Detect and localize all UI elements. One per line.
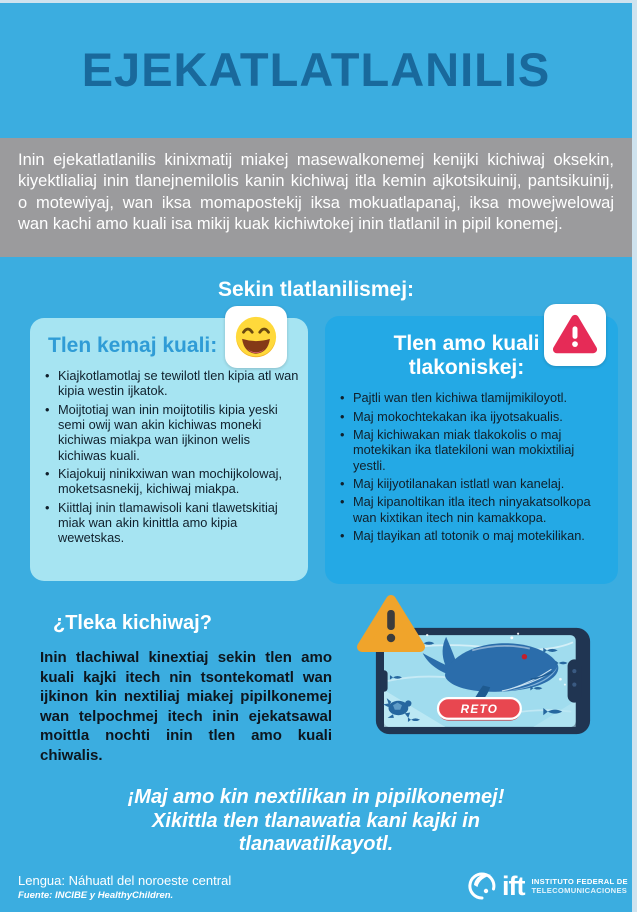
- list-item: • Maj kipanoltikan itla itech ninyakatsolkopa wan kixtikan itech nin kamakkopa.: [337, 494, 610, 525]
- list-item: • Kiittlaj inin tlamawisoli kani tlawetskitiaj miak wan akin kinittla amo kipia wewetskas.: [42, 500, 300, 546]
- list-item: • Maj kiijyotilanakan istlatl wan kanelaj.: [337, 476, 610, 491]
- list-item: • Maj kichiwakan miak tlakokolis o maj motekikan ika tlatekiloni wan mokixtiliaj yestli.: [337, 427, 610, 473]
- ift-logo: [466, 870, 628, 902]
- ift-org-line2: TELECOMUNICACIONES: [531, 886, 628, 895]
- good-box-heading: Tlen kemaj kuali:: [48, 334, 218, 357]
- bad-box-heading: Tlen amo kuali tlakoniskej:: [393, 332, 540, 380]
- questions-heading: Sekin tlatlanilismej:: [217, 278, 415, 301]
- why-heading: ¿Tleka kichiwaj?: [53, 612, 212, 634]
- scan-edge-right: [632, 0, 637, 912]
- reto-button: [438, 698, 521, 721]
- closing-line-1: ¡Maj amo kin nextilikan in pipilkonemej!: [127, 786, 505, 808]
- red-warning-badge: [544, 304, 606, 366]
- list-item: • Pajtli wan tlen kichiwa tlamijmikiloyotl.: [337, 390, 610, 405]
- scan-edge-top: [0, 0, 637, 3]
- laughing-emoji-icon: [233, 314, 279, 360]
- laughing-emoji-badge: [225, 306, 287, 368]
- ift-logo-abbr: ift: [502, 870, 525, 901]
- ift-org-line1: INSTITUTO FEDERAL DE: [531, 876, 628, 886]
- list-item: • Kiajkotlamotlaj se tewilotl tlen kipia atl wan kipia westin ijkatok.: [42, 368, 300, 399]
- intro-text: Inin ejekatlatlanilis kinixmatij miakej masewalkonemej kenijki kichiwaj oksekin, kiyektlialiaj inin tlanejnemilolis kanin kichiwaj itla kemin ajkotsikuinij, pantsikuinij, o motewiyaj, wan iksa momapostekij iksa mokuatlapanaj, iksa mowejwelowaj wan kachi amo kuali isa mikij kuak kichiwtokej inin tlatlanil in pipil konemej.: [18, 151, 614, 234]
- footer-info: [18, 873, 231, 901]
- footer-language: Lengua: Náhuatl del noroeste central: [18, 873, 232, 888]
- why-body: Inin tlachiwal kinextiaj sekin tlen amo kuali kajki itech nin tsontekomatl wan ijkinon kin nextiliaj miakej pipilkonemej wan telpochmej itech inin ejekatsawal moittla nochti inin tlen amo kuali chiwalis.: [40, 649, 332, 764]
- page-title: EJEKATLATLANILIS: [81, 43, 551, 96]
- red-warning-triangle-icon: [552, 312, 598, 358]
- list-item: • Moijtotiaj wan inin moijtotilis kipia yeski semi owij wan akin kichiwas moneki kichiwas miakpa wan ijkinon welis kichiwas kuali.: [42, 402, 300, 463]
- ift-logo-icon: [466, 870, 498, 902]
- orange-warning-triangle-icon: [356, 591, 426, 655]
- footer-source: Fuente: INCIBE y HealthyChildren.: [18, 890, 174, 901]
- intro-paragraph: [0, 138, 632, 257]
- bad-box-list: [337, 390, 610, 543]
- closing-message: [0, 786, 632, 857]
- list-item: • Maj mokochtekakan ika ijyotsakualis.: [337, 409, 610, 424]
- good-box-list: [42, 368, 300, 546]
- ift-logo-org: [531, 877, 627, 896]
- closing-line-2: Xikittla tlen tlanawatia kani kajki in tlanawatilkayotl.: [152, 809, 480, 856]
- reto-button-label: RETO: [460, 702, 499, 716]
- list-item: • Kiajokuij ninikxiwan wan mochijkolowaj, moketsasnekij, kichiwaj miakpa.: [42, 466, 300, 497]
- list-item: • Maj tlayikan atl totonik o maj motekilikan.: [337, 528, 610, 543]
